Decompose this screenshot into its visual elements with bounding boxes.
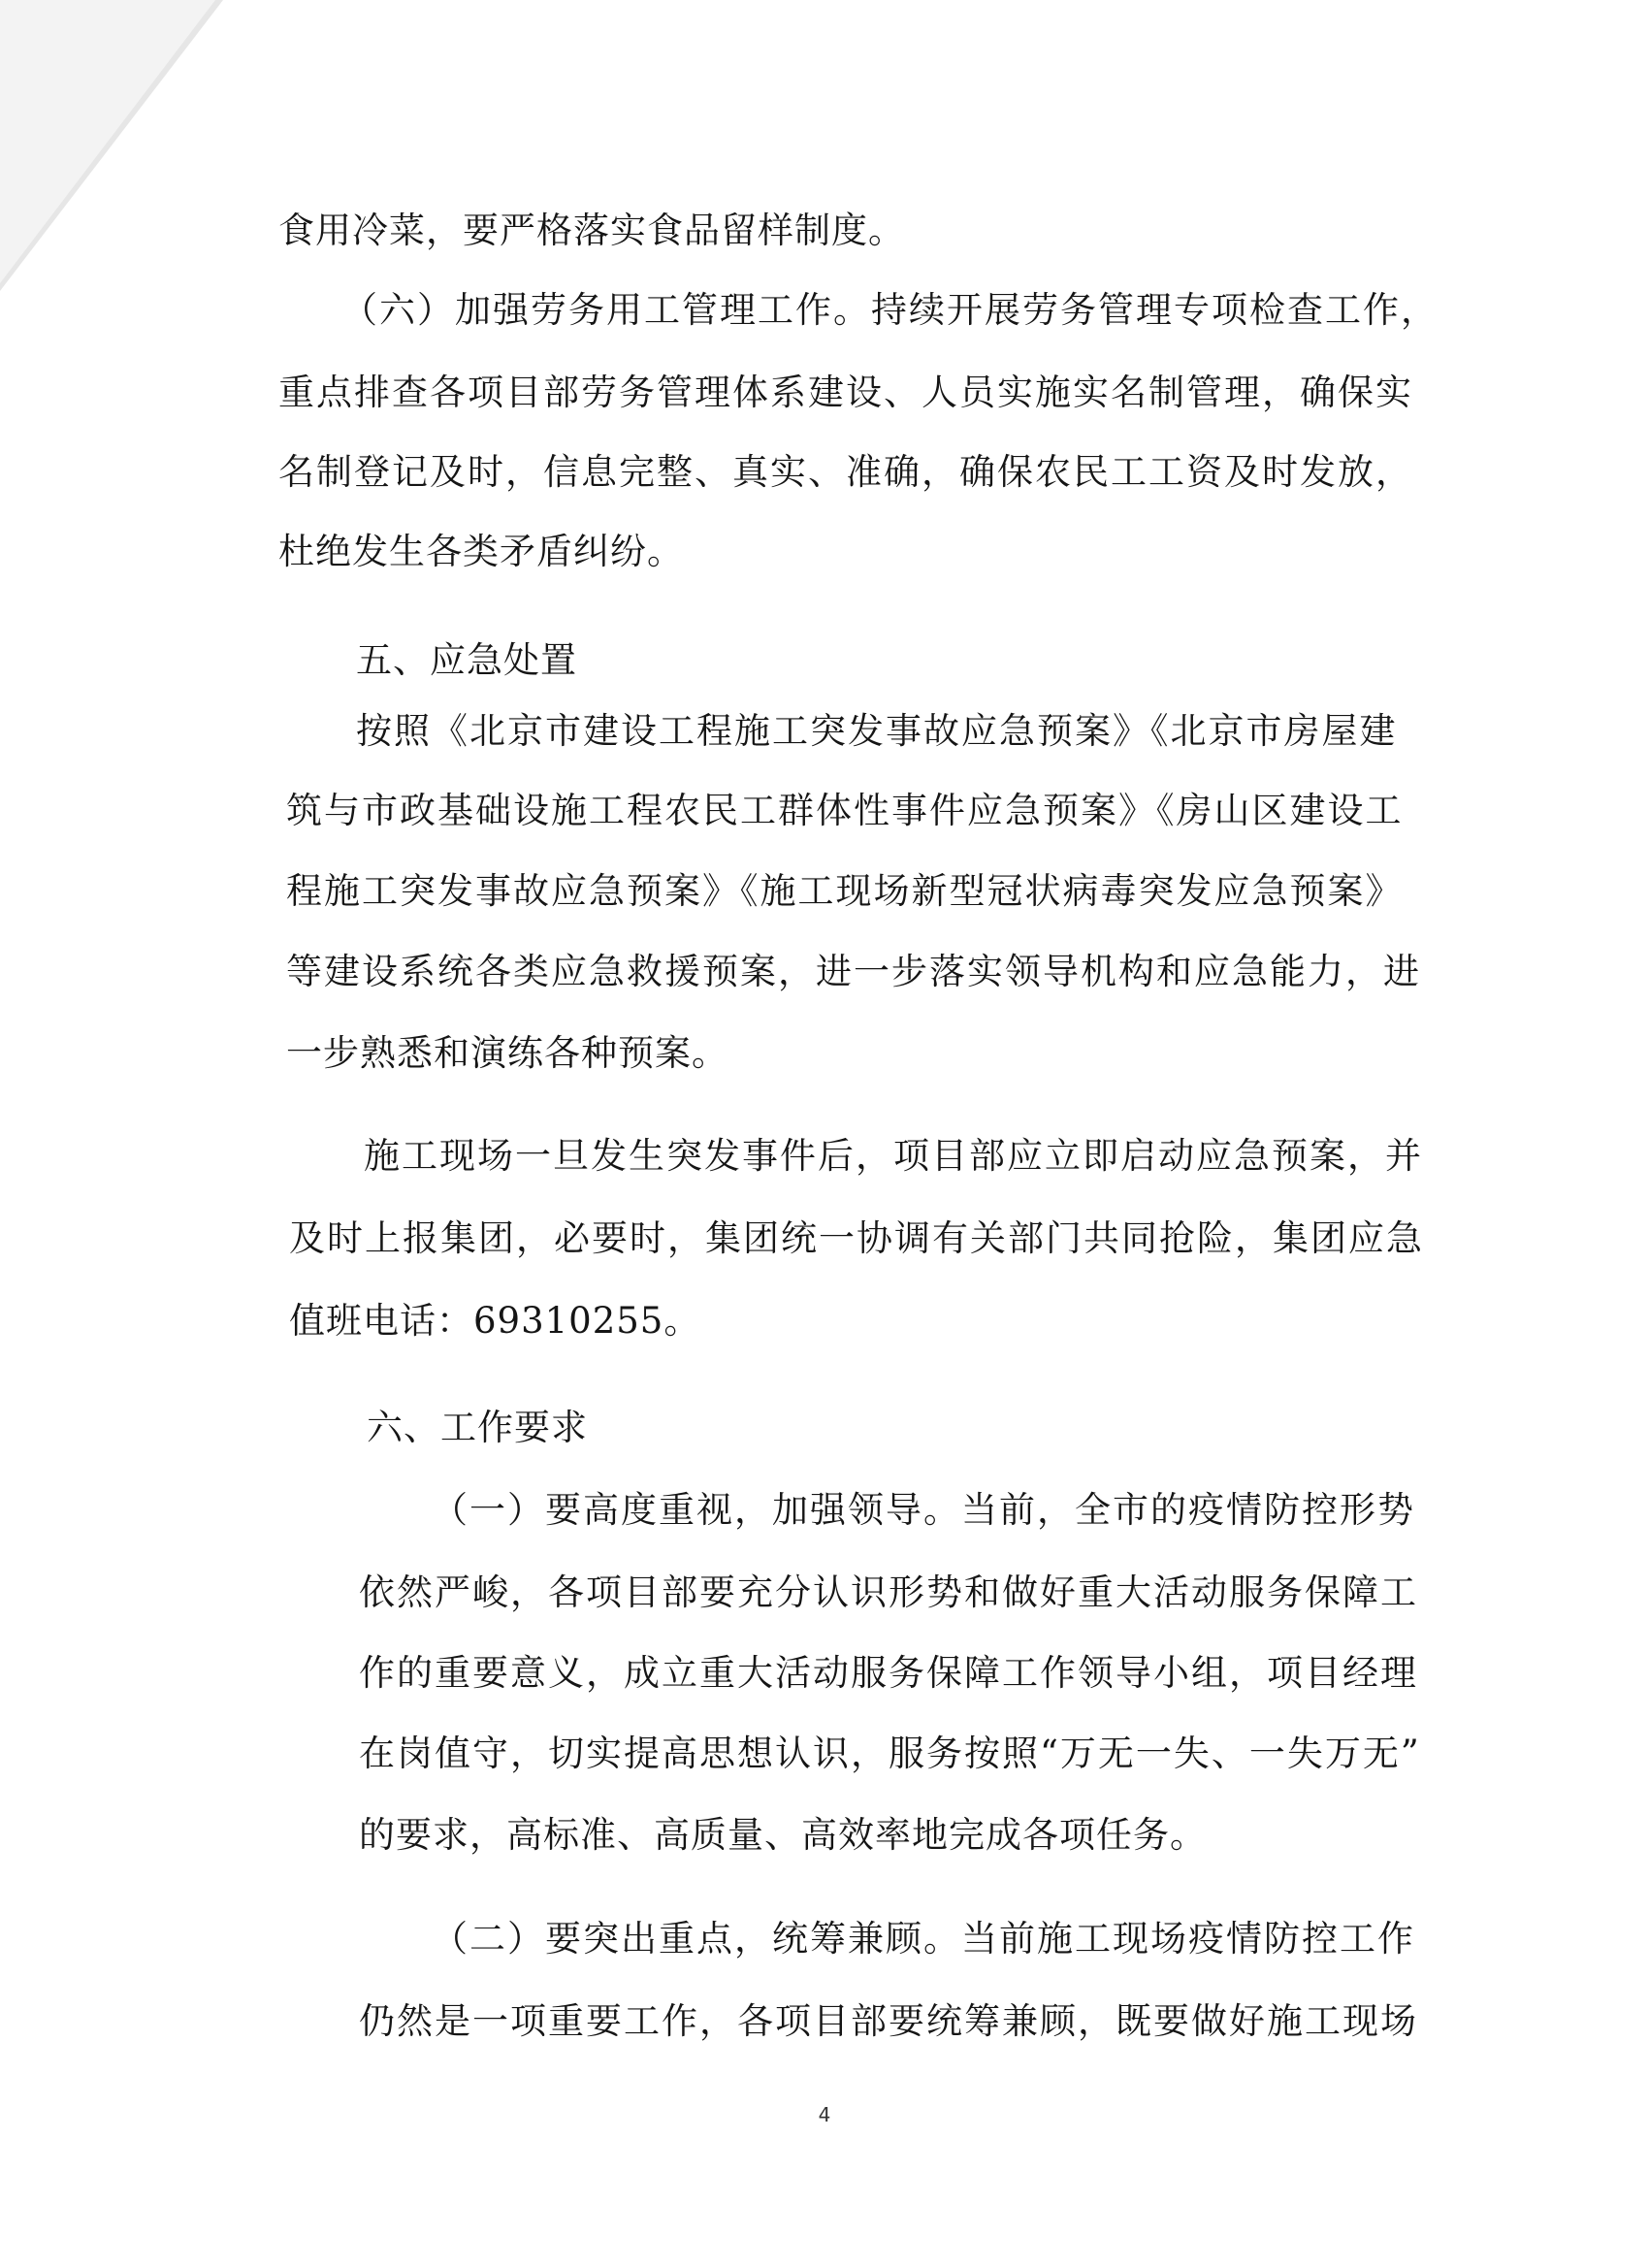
text-line: 筑与市政基础设施工程农民工群体性事件应急预案》《房山区建设工 bbox=[286, 790, 1404, 831]
section-heading: 六、工作要求 bbox=[367, 1407, 588, 1448]
text-line: （二）要突出重点，统筹兼顾。当前施工现场疫情防控工作 bbox=[432, 1918, 1415, 1960]
folded-corner bbox=[0, 0, 215, 283]
text-line: 值班电话：69310255。 bbox=[289, 1300, 701, 1342]
text-line: 按照《北京市建设工程施工突发事故应急预案》《北京市房屋建 bbox=[356, 710, 1398, 752]
text-line: 依然严峻，各项目部要充分认识形势和做好重大活动服务保障工 bbox=[359, 1571, 1418, 1613]
text-line: （六）加强劳务用工管理工作。持续开展劳务管理专项检查工作， bbox=[341, 289, 1439, 331]
section-heading: 五、应急处置 bbox=[356, 639, 577, 681]
text-line: 一步熟悉和演练各种预案。 bbox=[286, 1032, 728, 1074]
text-line: 名制登记及时，信息完整、真实、准确，确保农民工工资及时发放， bbox=[278, 451, 1413, 493]
text-line: 重点排查各项目部劳务管理体系建设、人员实施实名制管理，确保实 bbox=[278, 372, 1413, 413]
page-number: 4 bbox=[818, 2103, 831, 2126]
text-line: 的要求，高标准、高质量、高效率地完成各项任务。 bbox=[359, 1814, 1207, 1856]
text-line: 程施工突发事故应急预案》《施工现场新型冠状病毒突发应急预案》 bbox=[286, 870, 1404, 912]
text-line: 等建设系统各类应急救援预案，进一步落实领导机构和应急能力，进 bbox=[286, 951, 1421, 992]
text-line: 作的重要意义，成立重大活动服务保障工作领导小组，项目经理 bbox=[359, 1652, 1418, 1694]
text-line: 施工现场一旦发生突发事件后，项目部应立即启动应急预案，并 bbox=[364, 1135, 1423, 1177]
text-line: 仍然是一项重要工作，各项目部要统筹兼顾，既要做好施工现场 bbox=[359, 2000, 1418, 2042]
text-line: 杜绝发生各类矛盾纠纷。 bbox=[278, 531, 684, 572]
text-line: 在岗值守，切实提高思想认识，服务按照“万无一失、一失万无” bbox=[359, 1733, 1421, 1774]
text-line: 及时上报集团，必要时，集团统一协调有关部门共同抢险，集团应急 bbox=[289, 1217, 1424, 1259]
text-line: 食用冷菜，要严格落实食品留样制度。 bbox=[278, 210, 905, 251]
text-line: （一）要高度重视，加强领导。当前，全市的疫情防控形势 bbox=[432, 1489, 1415, 1531]
